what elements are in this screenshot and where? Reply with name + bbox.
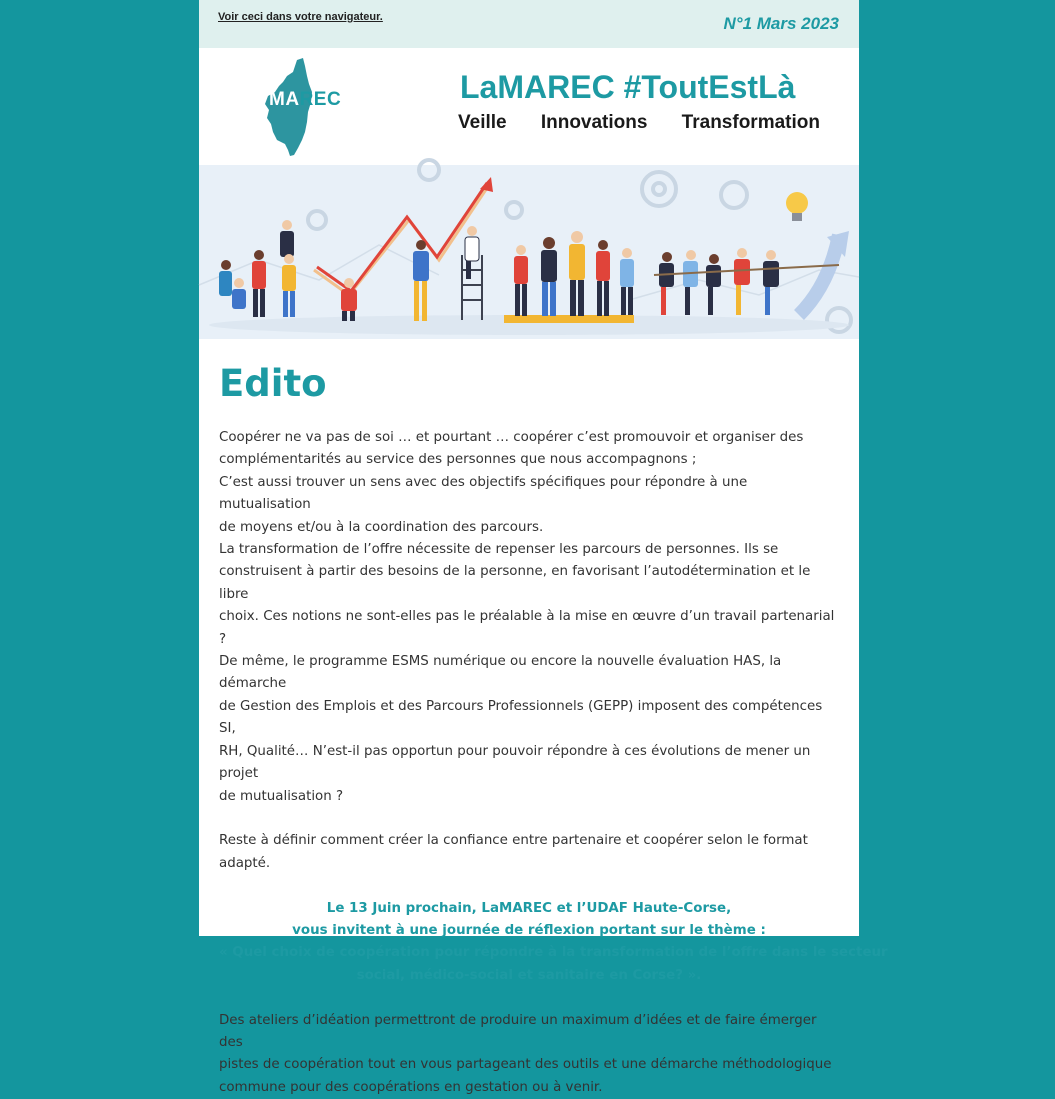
issue-number: N°1 Mars 2023 (723, 14, 839, 33)
text-line: complémentarités au service des personnes que nous accompagnons ; (219, 452, 697, 468)
text-line: de moyens et/ou à la coordination des parcours. (219, 519, 544, 535)
brand-title: LaMAREC #ToutEstLà (460, 69, 796, 105)
tagline-transformation: Transformation (681, 112, 820, 133)
tagline-innovations: Innovations (540, 112, 648, 133)
masthead (199, 48, 859, 165)
view-in-browser-link[interactable]: Voir ceci dans votre navigateur. (218, 11, 383, 23)
tagline (458, 112, 820, 134)
text-line: pistes de coopération tout en vous partageant des outils et une démarche méthodologique (219, 1057, 832, 1073)
invite-line: Le 13 Juin prochain, LaMAREC et l’UDAF Haute-Corse, (326, 900, 732, 916)
text-line: de mutualisation ? (219, 788, 344, 804)
preheader-bar (199, 0, 859, 48)
text-line: Des ateliers d’idéation permettront de produire un maximum d’idées et de faire émerger des (219, 1012, 817, 1050)
event-invitation (219, 898, 888, 988)
teamwork-growth-illustration (199, 165, 859, 339)
text-line: commune pour des coopérations en gestation ou à venir. (219, 1079, 603, 1095)
text-line: choix. Ces notions ne sont-elles pas le préalable à la mise en œuvre d’un travail partenarial ? (219, 609, 835, 647)
text-line: Coopérer ne va pas de soi … et pourtant … coopérer c’est promouvoir et organiser des (219, 430, 804, 445)
text-line: Reste à définir comment créer la confiance entre partenaire et coopérer selon le format (219, 833, 808, 849)
text-line: C’est aussi trouver un sens avec des objectifs spécifiques pour répondre à une mutualisation (219, 474, 748, 513)
edito-paragraph-3 (219, 1010, 839, 1099)
text-line: construisent à partir des besoins de la personne, en favorisant l’autodétermination et le libre (219, 564, 811, 602)
text-line: La transformation de l’offre nécessite de repenser les parcours de personnes. Ils se (219, 542, 779, 558)
invite-line: « Quel choix de coopération pour répondre à la transformation de l’offre dans le secteur (219, 945, 888, 961)
text-line: adapté. (219, 855, 271, 871)
edito-heading: Edito (219, 362, 327, 405)
edito-paragraph-2 (219, 830, 839, 875)
invite-line: social, médico-social et sanitaire en Corse? ». (356, 967, 702, 983)
marec-logo[interactable] (265, 58, 355, 158)
edito-paragraph-1 (219, 427, 839, 808)
text-line: De même, le programme ESMS numérique ou encore la nouvelle évaluation HAS, la démarche (219, 654, 782, 692)
invite-line: vous invitent à une journée de réflexion portant sur le thème : (292, 922, 766, 938)
text-line: RH, Qualité… N’est-il pas opportun pour pouvoir répondre à ces évolutions de mener un projet (219, 743, 811, 782)
newsletter-email (199, 0, 888, 1095)
text-line: de Gestion des Emplois et des Parcours Professionnels (GEPP) imposent des compétences SI, (219, 698, 823, 737)
edito-section (199, 339, 888, 1099)
tagline-veille: Veille (458, 112, 507, 133)
logo-wordmark: MAREC (269, 89, 342, 110)
